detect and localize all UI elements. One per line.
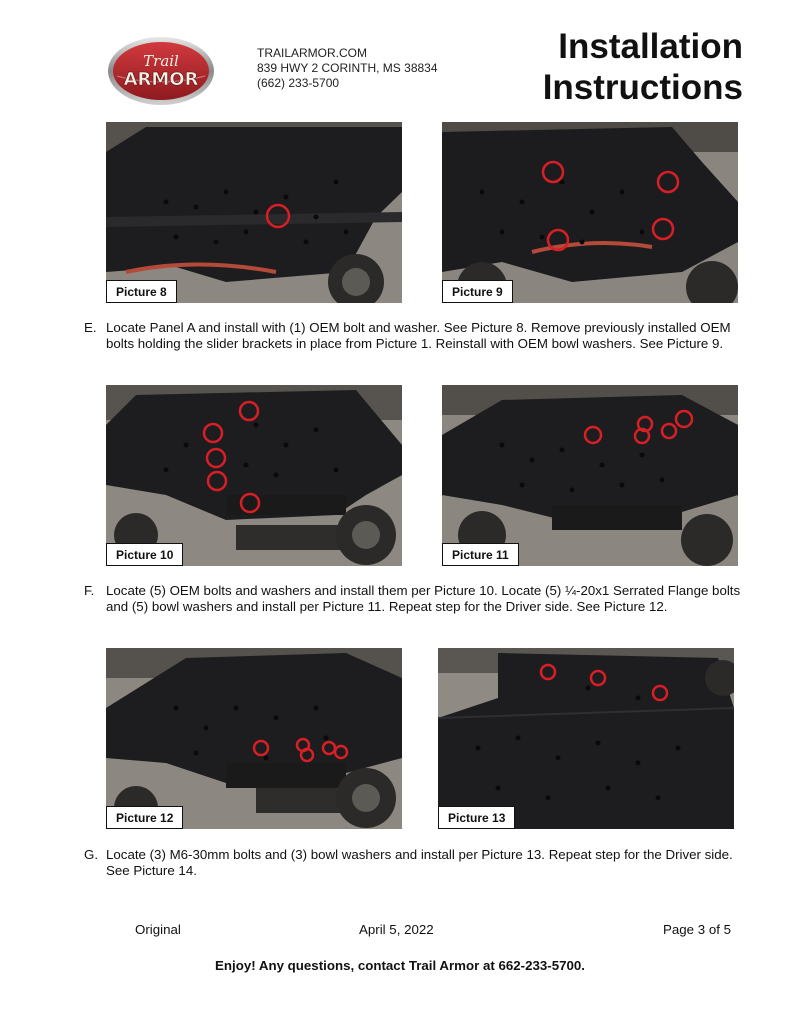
skid-plate-photo <box>106 122 402 303</box>
document-title: Installation Instructions <box>542 27 743 107</box>
step-text: Locate (3) M6-30mm bolts and (3) bowl washers and install per Picture 13. Repeat step for the Driver side. See Picture 14. <box>106 847 733 878</box>
company-website: TRAILARMOR.COM <box>257 46 368 60</box>
picture-11-caption: Picture 11 <box>442 543 519 566</box>
step-text: Locate Panel A and install with (1) OEM bolt and washer. See Picture 8. Remove previously installed OEM bolts holding the slider brackets in place from Picture 1. Reinstall with OEM bowl washers. See Picture 9. <box>106 320 731 351</box>
skid-plate-photo <box>438 648 734 829</box>
company-contact <box>257 46 438 91</box>
picture-10-caption: Picture 10 <box>106 543 183 566</box>
step-letter: E. <box>84 320 97 335</box>
company-phone: (662) 233-5700 <box>257 76 340 90</box>
picture-10 <box>106 385 402 566</box>
footer-page-number: Page 3 of 5 <box>663 922 732 937</box>
picture-13-caption: Picture 13 <box>438 806 515 829</box>
footer-date: April 5, 2022 <box>359 922 434 937</box>
footer-version: Original <box>135 922 181 937</box>
picture-8 <box>106 122 402 303</box>
trail-armor-logo <box>107 36 215 106</box>
company-address: 839 HWY 2 CORINTH, MS 38834 <box>257 61 438 75</box>
picture-9 <box>442 122 738 303</box>
skid-plate-photo <box>106 385 402 566</box>
picture-11 <box>442 385 738 566</box>
picture-13 <box>438 648 734 829</box>
skid-plate-photo <box>442 122 738 303</box>
picture-9-caption: Picture 9 <box>442 280 513 303</box>
logo-text-bottom: ARMOR <box>123 69 199 90</box>
picture-8-caption: Picture 8 <box>106 280 177 303</box>
skid-plate-photo <box>106 648 402 829</box>
step-letter: G. <box>84 847 99 862</box>
picture-12-caption: Picture 12 <box>106 806 183 829</box>
picture-12 <box>106 648 402 829</box>
skid-plate-photo <box>442 385 738 566</box>
step-letter: F. <box>84 583 95 598</box>
step-text: Locate (5) OEM bolts and washers and install them per Picture 10. Locate (5) ¼-20x1 Serrated Flange bolts and (5) bowl washers and install per Picture 11. Repeat step for the Driver side. See Picture 12. <box>106 583 741 614</box>
logo-text-top: Trail <box>143 52 179 70</box>
footer-contact-note: Enjoy! Any questions, contact Trail Armor at 662-233-5700. <box>215 958 585 973</box>
